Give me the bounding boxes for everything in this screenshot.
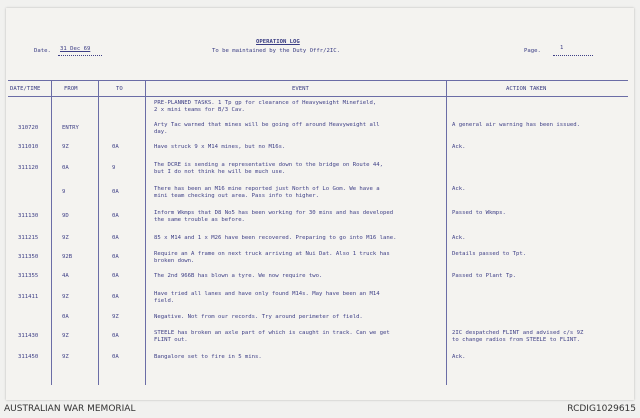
entry-from: 9Z	[62, 235, 69, 241]
column-header-to: TO	[116, 86, 123, 92]
entry-action-line: Ack.	[452, 235, 466, 241]
entry-event-line: The 2nd 966B has blown a tyre. We now require two.	[154, 273, 323, 279]
entry-from: 4A	[62, 273, 69, 279]
date-label: Date.	[34, 48, 51, 54]
entry-event-line: PRE-PLANNED TASKS. 1 Tp gp for clearance of Heavyweight Minefield,	[154, 100, 377, 106]
entry-action-line: Details passed to Tpt.	[452, 251, 527, 257]
entry-to: 0A	[112, 235, 119, 241]
entry-event-line: 85 x M14 and 1 x M26 have been recovered. Preparing to go into M16 lane.	[154, 235, 397, 241]
entry-from: 0A	[62, 165, 69, 171]
entry-event-line: The DCRE is sending a representative down to the bridge on Route 44,	[154, 162, 384, 168]
entry-to: 0A	[112, 254, 119, 260]
entry-from: ENTRY	[62, 125, 79, 131]
entry-event-line: Inform Wkmps that D8 No5 has been working for 30 mins and has developed	[154, 210, 394, 216]
entry-event-line: Arty Tac warned that mines will be going off around Heavyweight all	[154, 122, 380, 128]
entry-to: 0A	[112, 213, 119, 219]
page-label: Page.	[524, 48, 541, 54]
entry-action-line: to change radios from STEELE to FLINT.	[452, 337, 580, 344]
entry-to: 0A	[112, 144, 119, 150]
entry-event-line: but I do not think he will be much use.	[154, 169, 286, 176]
entry-event-line: Have struck 9 x M14 mines, but no M16s.	[154, 144, 286, 150]
entry-from: 9Z	[62, 354, 69, 360]
table-header-rule	[8, 96, 628, 97]
archive-reference: RCDIG1029615	[567, 404, 636, 414]
entry-from: 9Z	[62, 333, 69, 339]
entry-event-line: day.	[154, 129, 168, 136]
entry-from: 92B	[62, 254, 73, 260]
entry-datetime: 311215	[18, 235, 39, 241]
page-underline	[553, 55, 593, 56]
entry-to: 0A	[112, 294, 119, 300]
entry-event-line: STEELE has broken an axle part of which is caught in track. Can we get	[154, 330, 390, 336]
entry-to: 0A	[112, 273, 119, 279]
page-value: 1	[560, 45, 564, 51]
entry-from: 9	[62, 189, 66, 195]
entry-event-line: Negative. Not from our records. Try around perimeter of field.	[154, 314, 363, 320]
entry-to: 9	[112, 165, 116, 171]
entry-action-line: Ack.	[452, 144, 466, 150]
entry-event-line: Have tried all lanes and have only found M14s. May have been an M14	[154, 291, 380, 297]
entry-event-line: 2 x mini teams for B/3 Cav.	[154, 107, 245, 114]
entry-event-line: field.	[154, 298, 175, 305]
archive-credit: AUSTRALIAN WAR MEMORIAL	[4, 404, 136, 414]
entry-datetime: 311355	[18, 273, 39, 279]
column-header-datetime: DATE/TIME	[10, 86, 41, 92]
entry-datetime: 311430	[18, 333, 39, 339]
entry-event-line: There has been an M16 mine reported just North of Lo Gom. We have a	[154, 186, 380, 192]
entry-to: 0A	[112, 354, 119, 360]
column-divider	[98, 80, 99, 385]
entry-from: 9Z	[62, 144, 69, 150]
entry-from: 0A	[62, 314, 69, 320]
entry-from: 9Z	[62, 294, 69, 300]
entry-datetime: 311450	[18, 354, 39, 360]
column-header-from: FROM	[64, 86, 78, 92]
entry-action-line: 2IC despatched FLINT and advised c/s 9Z	[452, 330, 584, 336]
entry-to: 0A	[112, 333, 119, 339]
log-subtitle: To be maintained by the Duty Offr/2IC.	[212, 48, 340, 54]
entry-action-line: Passed to Wkmps.	[452, 210, 506, 216]
table-top-rule	[8, 80, 628, 81]
date-value: 31 Dec 69	[60, 46, 91, 52]
entry-action-line: Ack.	[452, 186, 466, 192]
log-title: OPERATION LOG	[256, 39, 300, 45]
entry-event-line: broken down.	[154, 258, 195, 265]
entry-datetime: 311411	[18, 294, 39, 300]
entry-datetime: 311350	[18, 254, 39, 260]
column-header-event: EVENT	[292, 86, 309, 92]
entry-event-line: Bangalore set to fire in 5 mins.	[154, 354, 262, 360]
entry-action-line: Passed to Plant Tp.	[452, 273, 516, 279]
entry-datetime: 311120	[18, 165, 39, 171]
column-header-action: ACTION TAKEN	[506, 86, 547, 92]
entry-event-line: the same trouble as before.	[154, 217, 245, 224]
entry-action-line: A general air warning has been issued.	[452, 122, 580, 128]
entry-event-line: FLINT out.	[154, 337, 188, 344]
entry-datetime: 311130	[18, 213, 39, 219]
date-underline	[58, 55, 102, 56]
entry-datetime: 310720	[18, 125, 39, 131]
entry-event-line: mini team checking out area. Pass info to higher.	[154, 193, 320, 200]
entry-datetime: 311010	[18, 144, 39, 150]
column-divider	[446, 80, 447, 385]
column-divider	[145, 80, 146, 385]
entry-action-line: Ack.	[452, 354, 466, 360]
entry-to: 9Z	[112, 314, 119, 320]
entry-event-line: Require an A frame on next truck arriving at Nui Dat. Also 1 truck has	[154, 251, 390, 257]
entry-from: 9D	[62, 213, 69, 219]
entry-to: 0A	[112, 189, 119, 195]
column-divider	[51, 80, 52, 385]
